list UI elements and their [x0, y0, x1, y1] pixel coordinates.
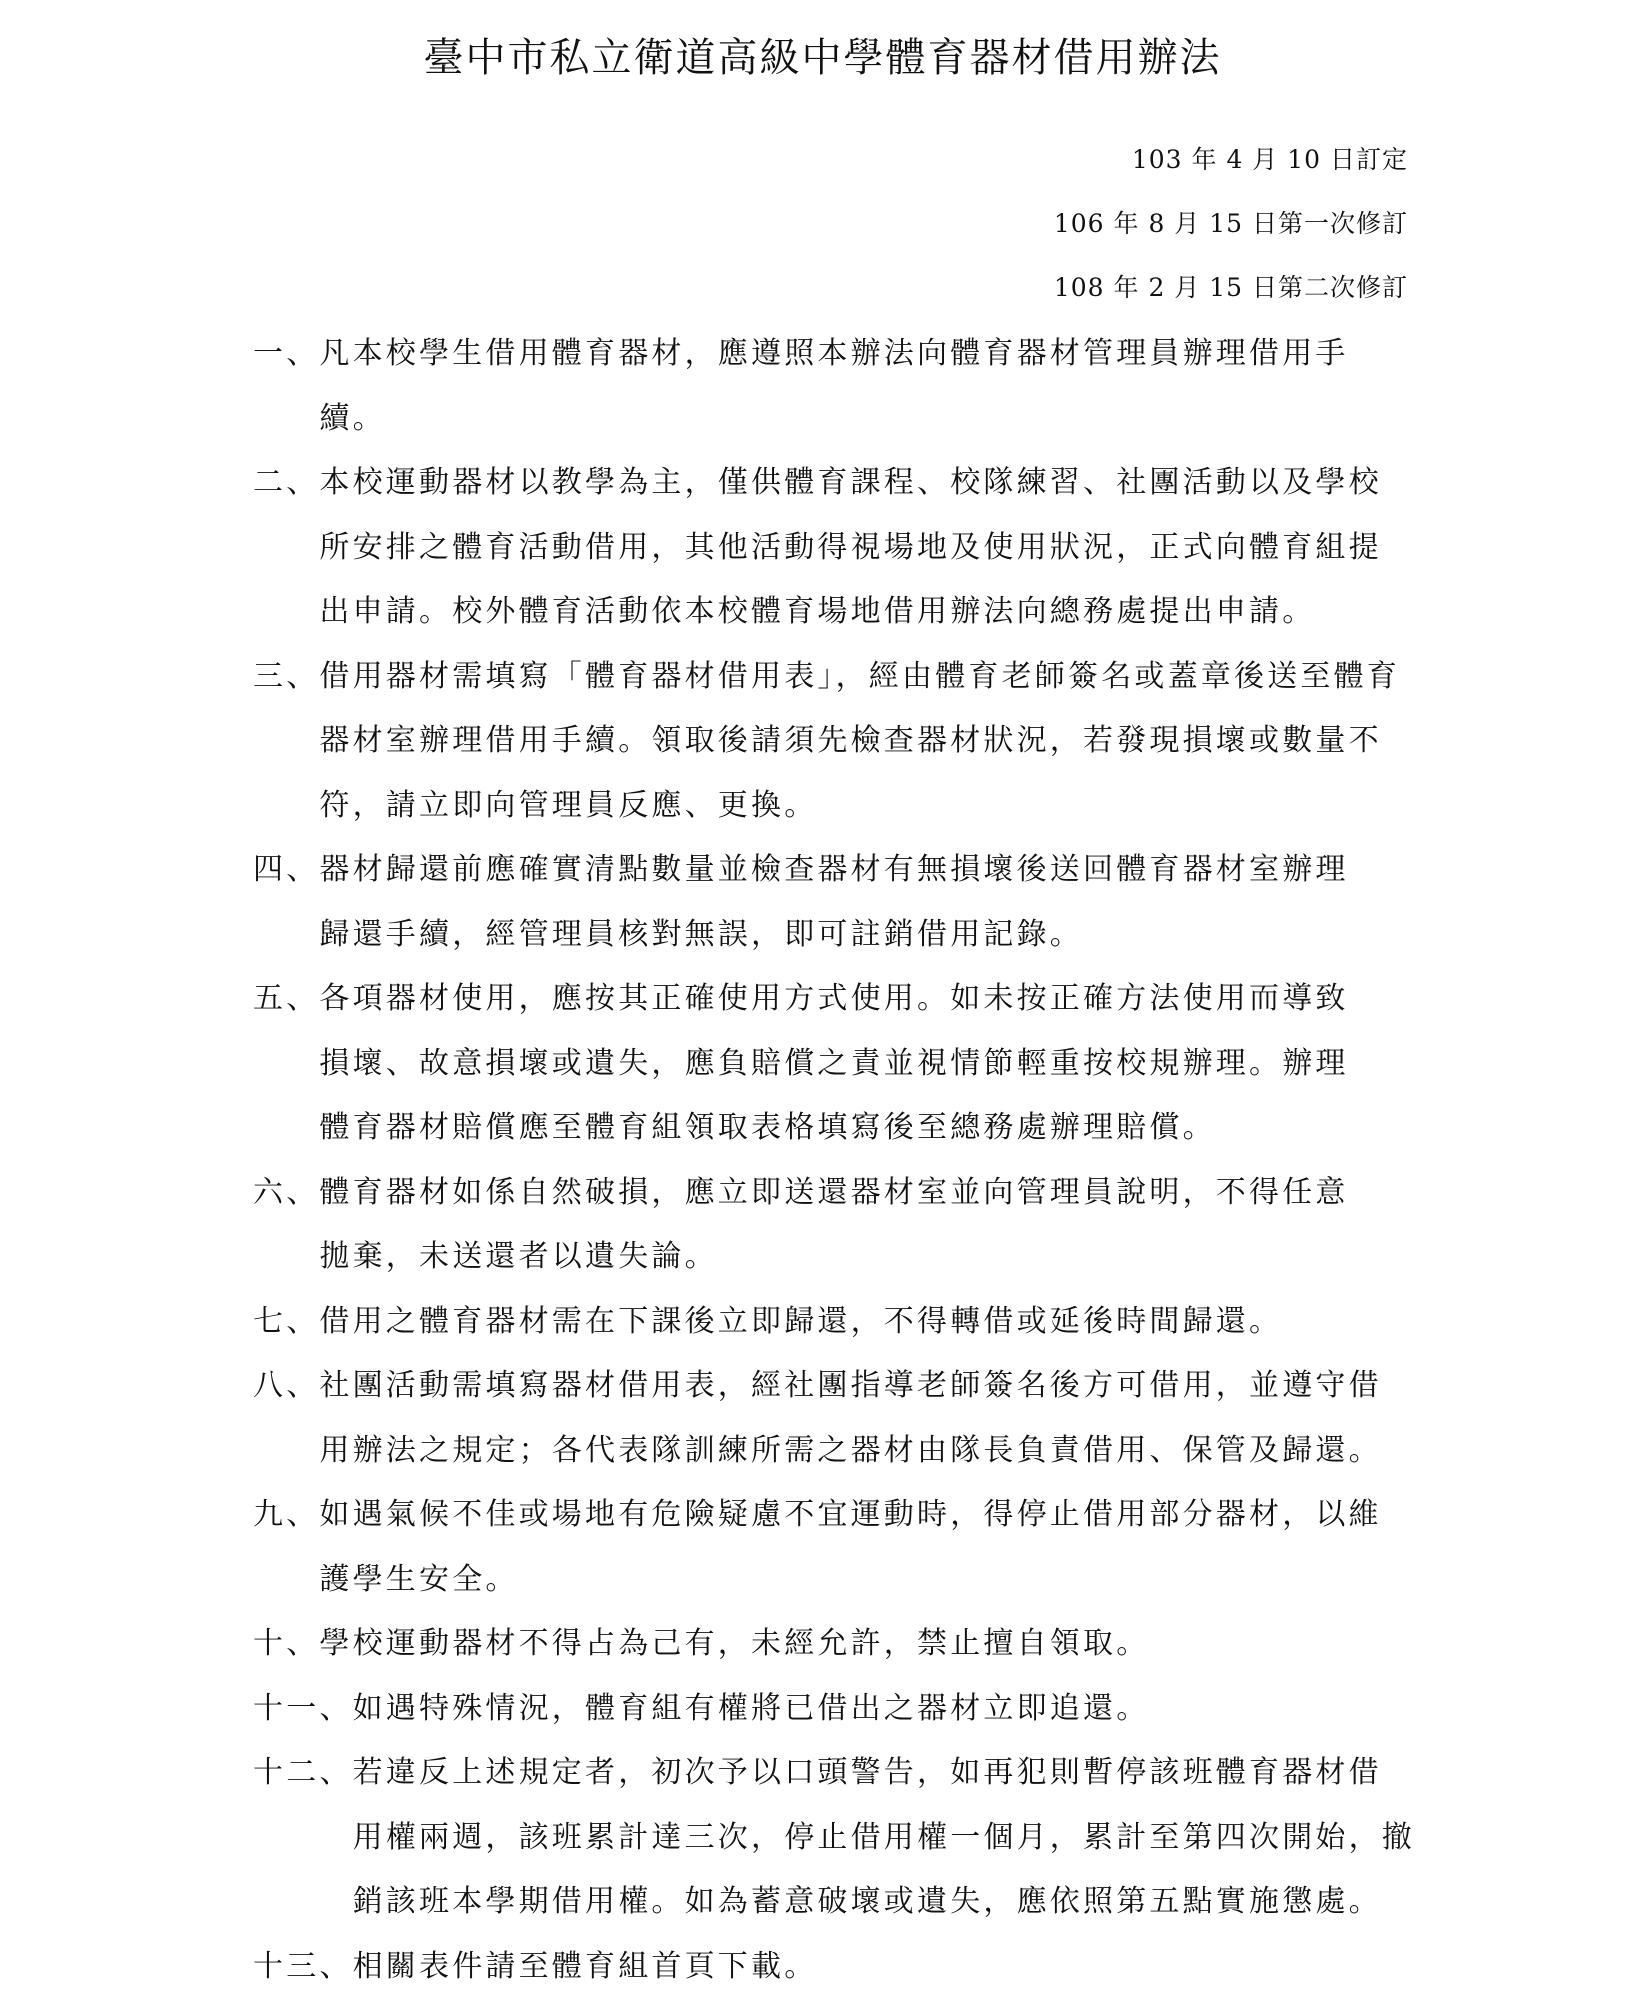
article-number: 八、 — [253, 1354, 319, 1483]
article-line: 若違反上述規定者，初次予以口頭警告，如再犯則暫停該班體育器材借 — [353, 1741, 1433, 1806]
article-line: 符，請立即向管理員反應、更換。 — [319, 774, 1433, 839]
revision-entry: 108 年 2 月 15 日第二次修訂 — [1054, 256, 1408, 320]
article-line: 各項器材使用，應按其正確使用方式使用。如未按正確方法使用而導致 — [319, 967, 1433, 1032]
article-list — [253, 322, 1433, 1999]
article-text — [353, 1677, 1433, 1742]
article-number: 十二、 — [253, 1741, 353, 1935]
article-text — [319, 1354, 1433, 1483]
article-line: 用辦法之規定；各代表隊訓練所需之器材由隊長負責借用、保管及歸還。 — [319, 1419, 1433, 1484]
article-line: 器材歸還前應確實清點數量並檢查器材有無損壞後送回體育器材室辦理 — [319, 838, 1433, 903]
article-13 — [253, 1935, 1433, 1999]
revision-entry: 106 年 8 月 15 日第一次修訂 — [1054, 192, 1408, 256]
article-10 — [253, 1612, 1433, 1677]
article-line: 本校運動器材以教學為主，僅供體育課程、校隊練習、社團活動以及學校 — [319, 451, 1433, 516]
article-8 — [253, 1354, 1433, 1483]
article-text — [319, 645, 1433, 839]
article-text — [353, 1741, 1433, 1935]
article-number: 五、 — [253, 967, 319, 1161]
article-3 — [253, 645, 1433, 839]
article-line: 借用器材需填寫「體育器材借用表」，經由體育老師簽名或蓋章後送至體育 — [319, 645, 1433, 710]
article-line: 凡本校學生借用體育器材，應遵照本辦法向體育器材管理員辦理借用手 — [319, 322, 1433, 387]
article-line: 出申請。校外體育活動依本校體育場地借用辦法向總務處提出申請。 — [319, 580, 1433, 645]
article-number: 二、 — [253, 451, 319, 645]
article-7 — [253, 1290, 1433, 1355]
revision-history — [1054, 128, 1408, 320]
article-text — [319, 1290, 1433, 1355]
article-number: 三、 — [253, 645, 319, 839]
article-line: 銷該班本學期借用權。如為蓄意破壞或遺失，應依照第五點實施懲處。 — [353, 1870, 1433, 1935]
article-line: 器材室辦理借用手續。領取後請須先檢查器材狀況，若發現損壞或數量不 — [319, 709, 1433, 774]
article-line: 拋棄，未送還者以遺失論。 — [319, 1225, 1433, 1290]
article-11 — [253, 1677, 1433, 1742]
article-text — [353, 1935, 1433, 1999]
article-4 — [253, 838, 1433, 967]
article-text — [319, 322, 1433, 451]
article-5 — [253, 967, 1433, 1161]
article-line: 續。 — [319, 387, 1433, 452]
article-text — [319, 1161, 1433, 1290]
article-line: 如遇氣候不佳或場地有危險疑慮不宜運動時，得停止借用部分器材，以維 — [319, 1483, 1433, 1548]
article-number: 十三、 — [253, 1935, 353, 1999]
article-line: 護學生安全。 — [319, 1548, 1433, 1613]
article-line: 用權兩週，該班累計達三次，停止借用權一個月，累計至第四次開始，撤 — [353, 1806, 1433, 1871]
article-text — [319, 1612, 1433, 1677]
document-title: 臺中市私立衛道高級中學體育器材借用辦法 — [0, 30, 1645, 86]
article-1 — [253, 322, 1433, 451]
article-text — [319, 451, 1433, 645]
article-line: 體育器材如係自然破損，應立即送還器材室並向管理員說明，不得任意 — [319, 1161, 1433, 1226]
article-9 — [253, 1483, 1433, 1612]
article-12 — [253, 1741, 1433, 1935]
article-number: 九、 — [253, 1483, 319, 1612]
article-text — [319, 838, 1433, 967]
article-text — [319, 1483, 1433, 1612]
article-number: 十、 — [253, 1612, 319, 1677]
article-number: 六、 — [253, 1161, 319, 1290]
article-6 — [253, 1161, 1433, 1290]
article-line: 所安排之體育活動借用，其他活動得視場地及使用狀況，正式向體育組提 — [319, 516, 1433, 581]
revision-entry: 103 年 4 月 10 日訂定 — [1054, 128, 1408, 192]
article-number: 七、 — [253, 1290, 319, 1355]
article-line: 社團活動需填寫器材借用表，經社團指導老師簽名後方可借用，並遵守借 — [319, 1354, 1433, 1419]
article-number: 一、 — [253, 322, 319, 451]
article-number: 四、 — [253, 838, 319, 967]
article-line: 相關表件請至體育組首頁下載。 — [353, 1935, 1433, 1999]
article-line: 如遇特殊情況，體育組有權將已借出之器材立即追還。 — [353, 1677, 1433, 1742]
article-2 — [253, 451, 1433, 645]
article-line: 歸還手續，經管理員核對無誤，即可註銷借用記錄。 — [319, 903, 1433, 968]
article-number: 十一、 — [253, 1677, 353, 1742]
article-text — [319, 967, 1433, 1161]
article-line: 借用之體育器材需在下課後立即歸還，不得轉借或延後時間歸還。 — [319, 1290, 1433, 1355]
article-line: 損壞、故意損壞或遺失，應負賠償之責並視情節輕重按校規辦理。辦理 — [319, 1032, 1433, 1097]
article-line: 學校運動器材不得占為己有，未經允許，禁止擅自領取。 — [319, 1612, 1433, 1677]
article-line: 體育器材賠償應至體育組領取表格填寫後至總務處辦理賠償。 — [319, 1096, 1433, 1161]
